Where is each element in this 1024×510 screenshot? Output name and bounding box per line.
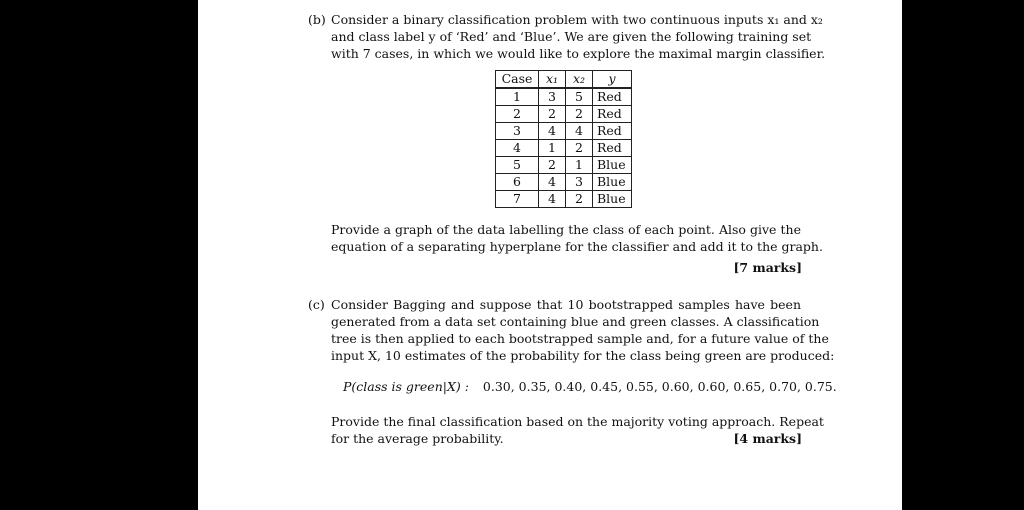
cell-x2: 5 bbox=[566, 88, 593, 106]
cell-x2: 4 bbox=[566, 123, 593, 140]
part-c-task-line: for the average probability. bbox=[331, 431, 504, 446]
part-c-question bbox=[331, 296, 835, 364]
cell-y: Blue bbox=[593, 174, 632, 191]
cell-case: 2 bbox=[496, 106, 539, 123]
cell-x1: 2 bbox=[539, 106, 566, 123]
cell-x1: 4 bbox=[539, 174, 566, 191]
cell-case: 6 bbox=[496, 174, 539, 191]
cell-x1: 1 bbox=[539, 140, 566, 157]
part-b-marks: [7 marks] bbox=[733, 260, 802, 275]
cell-x1: 4 bbox=[539, 191, 566, 208]
header-x1: x₁ bbox=[539, 71, 566, 89]
part-c-line: Consider Bagging and suppose that 10 bootstrapped samples have been bbox=[331, 297, 801, 312]
cell-case: 7 bbox=[496, 191, 539, 208]
cell-case: 5 bbox=[496, 157, 539, 174]
table-header-row bbox=[496, 71, 632, 89]
cell-y: Red bbox=[593, 88, 632, 106]
cell-x1: 4 bbox=[539, 123, 566, 140]
probability-formula bbox=[343, 379, 837, 394]
cell-y: Blue bbox=[593, 157, 632, 174]
part-b-line: with 7 cases, in which we would like to explore the maximal margin classifier. bbox=[331, 46, 826, 61]
table-row bbox=[496, 106, 632, 123]
table-row bbox=[496, 123, 632, 140]
cell-x1: 3 bbox=[539, 88, 566, 106]
formula-lhs: P(class is green|X) : bbox=[343, 379, 469, 394]
part-c-line: input X, 10 estimates of the probability for the class being green are produced: bbox=[331, 348, 835, 363]
cell-x1: 2 bbox=[539, 157, 566, 174]
formula-values: 0.30, 0.35, 0.40, 0.45, 0.55, 0.60, 0.60, 0.65, 0.70, 0.75. bbox=[482, 379, 837, 394]
document-page bbox=[198, 0, 902, 510]
cell-x2: 1 bbox=[566, 157, 593, 174]
cell-x2: 3 bbox=[566, 174, 593, 191]
part-b-task-line: equation of a separating hyperplane for the classifier and add it to the graph. bbox=[331, 239, 823, 254]
cell-case: 4 bbox=[496, 140, 539, 157]
part-b-task-line: Provide a graph of the data labelling the class of each point. Also give the bbox=[331, 222, 801, 237]
table-row bbox=[496, 88, 632, 106]
part-c-label: (c) bbox=[308, 297, 325, 312]
part-b-label: (b) bbox=[308, 12, 326, 27]
part-c-task bbox=[331, 413, 824, 447]
cell-x2: 2 bbox=[566, 191, 593, 208]
cell-x2: 2 bbox=[566, 140, 593, 157]
part-b-task bbox=[331, 221, 823, 255]
part-c-line: tree is then applied to each bootstrapped sample and, for a future value of the bbox=[331, 331, 829, 346]
part-b-line: Consider a binary classification problem with two continuous inputs x₁ and x₂ bbox=[331, 12, 823, 27]
header-x2: x₂ bbox=[566, 71, 593, 89]
cell-y: Red bbox=[593, 123, 632, 140]
header-y: y bbox=[593, 71, 632, 89]
table-row bbox=[496, 191, 632, 208]
part-b-line: and class label y of ‘Red’ and ‘Blue’. We are given the following training set bbox=[331, 29, 812, 44]
part-c-task-line: Provide the final classification based on the majority voting approach. Repeat bbox=[331, 414, 824, 429]
cell-case: 3 bbox=[496, 123, 539, 140]
table-row bbox=[496, 140, 632, 157]
part-b-question bbox=[331, 11, 826, 62]
header-case: Case bbox=[496, 71, 539, 89]
table-row bbox=[496, 174, 632, 191]
cell-y: Blue bbox=[593, 191, 632, 208]
cell-x2: 2 bbox=[566, 106, 593, 123]
cell-case: 1 bbox=[496, 88, 539, 106]
cell-y: Red bbox=[593, 106, 632, 123]
table-row bbox=[496, 157, 632, 174]
training-set-table bbox=[495, 70, 632, 208]
cell-y: Red bbox=[593, 140, 632, 157]
part-c-marks: [4 marks] bbox=[733, 431, 802, 446]
part-c-line: generated from a data set containing blue and green classes. A classification bbox=[331, 314, 820, 329]
